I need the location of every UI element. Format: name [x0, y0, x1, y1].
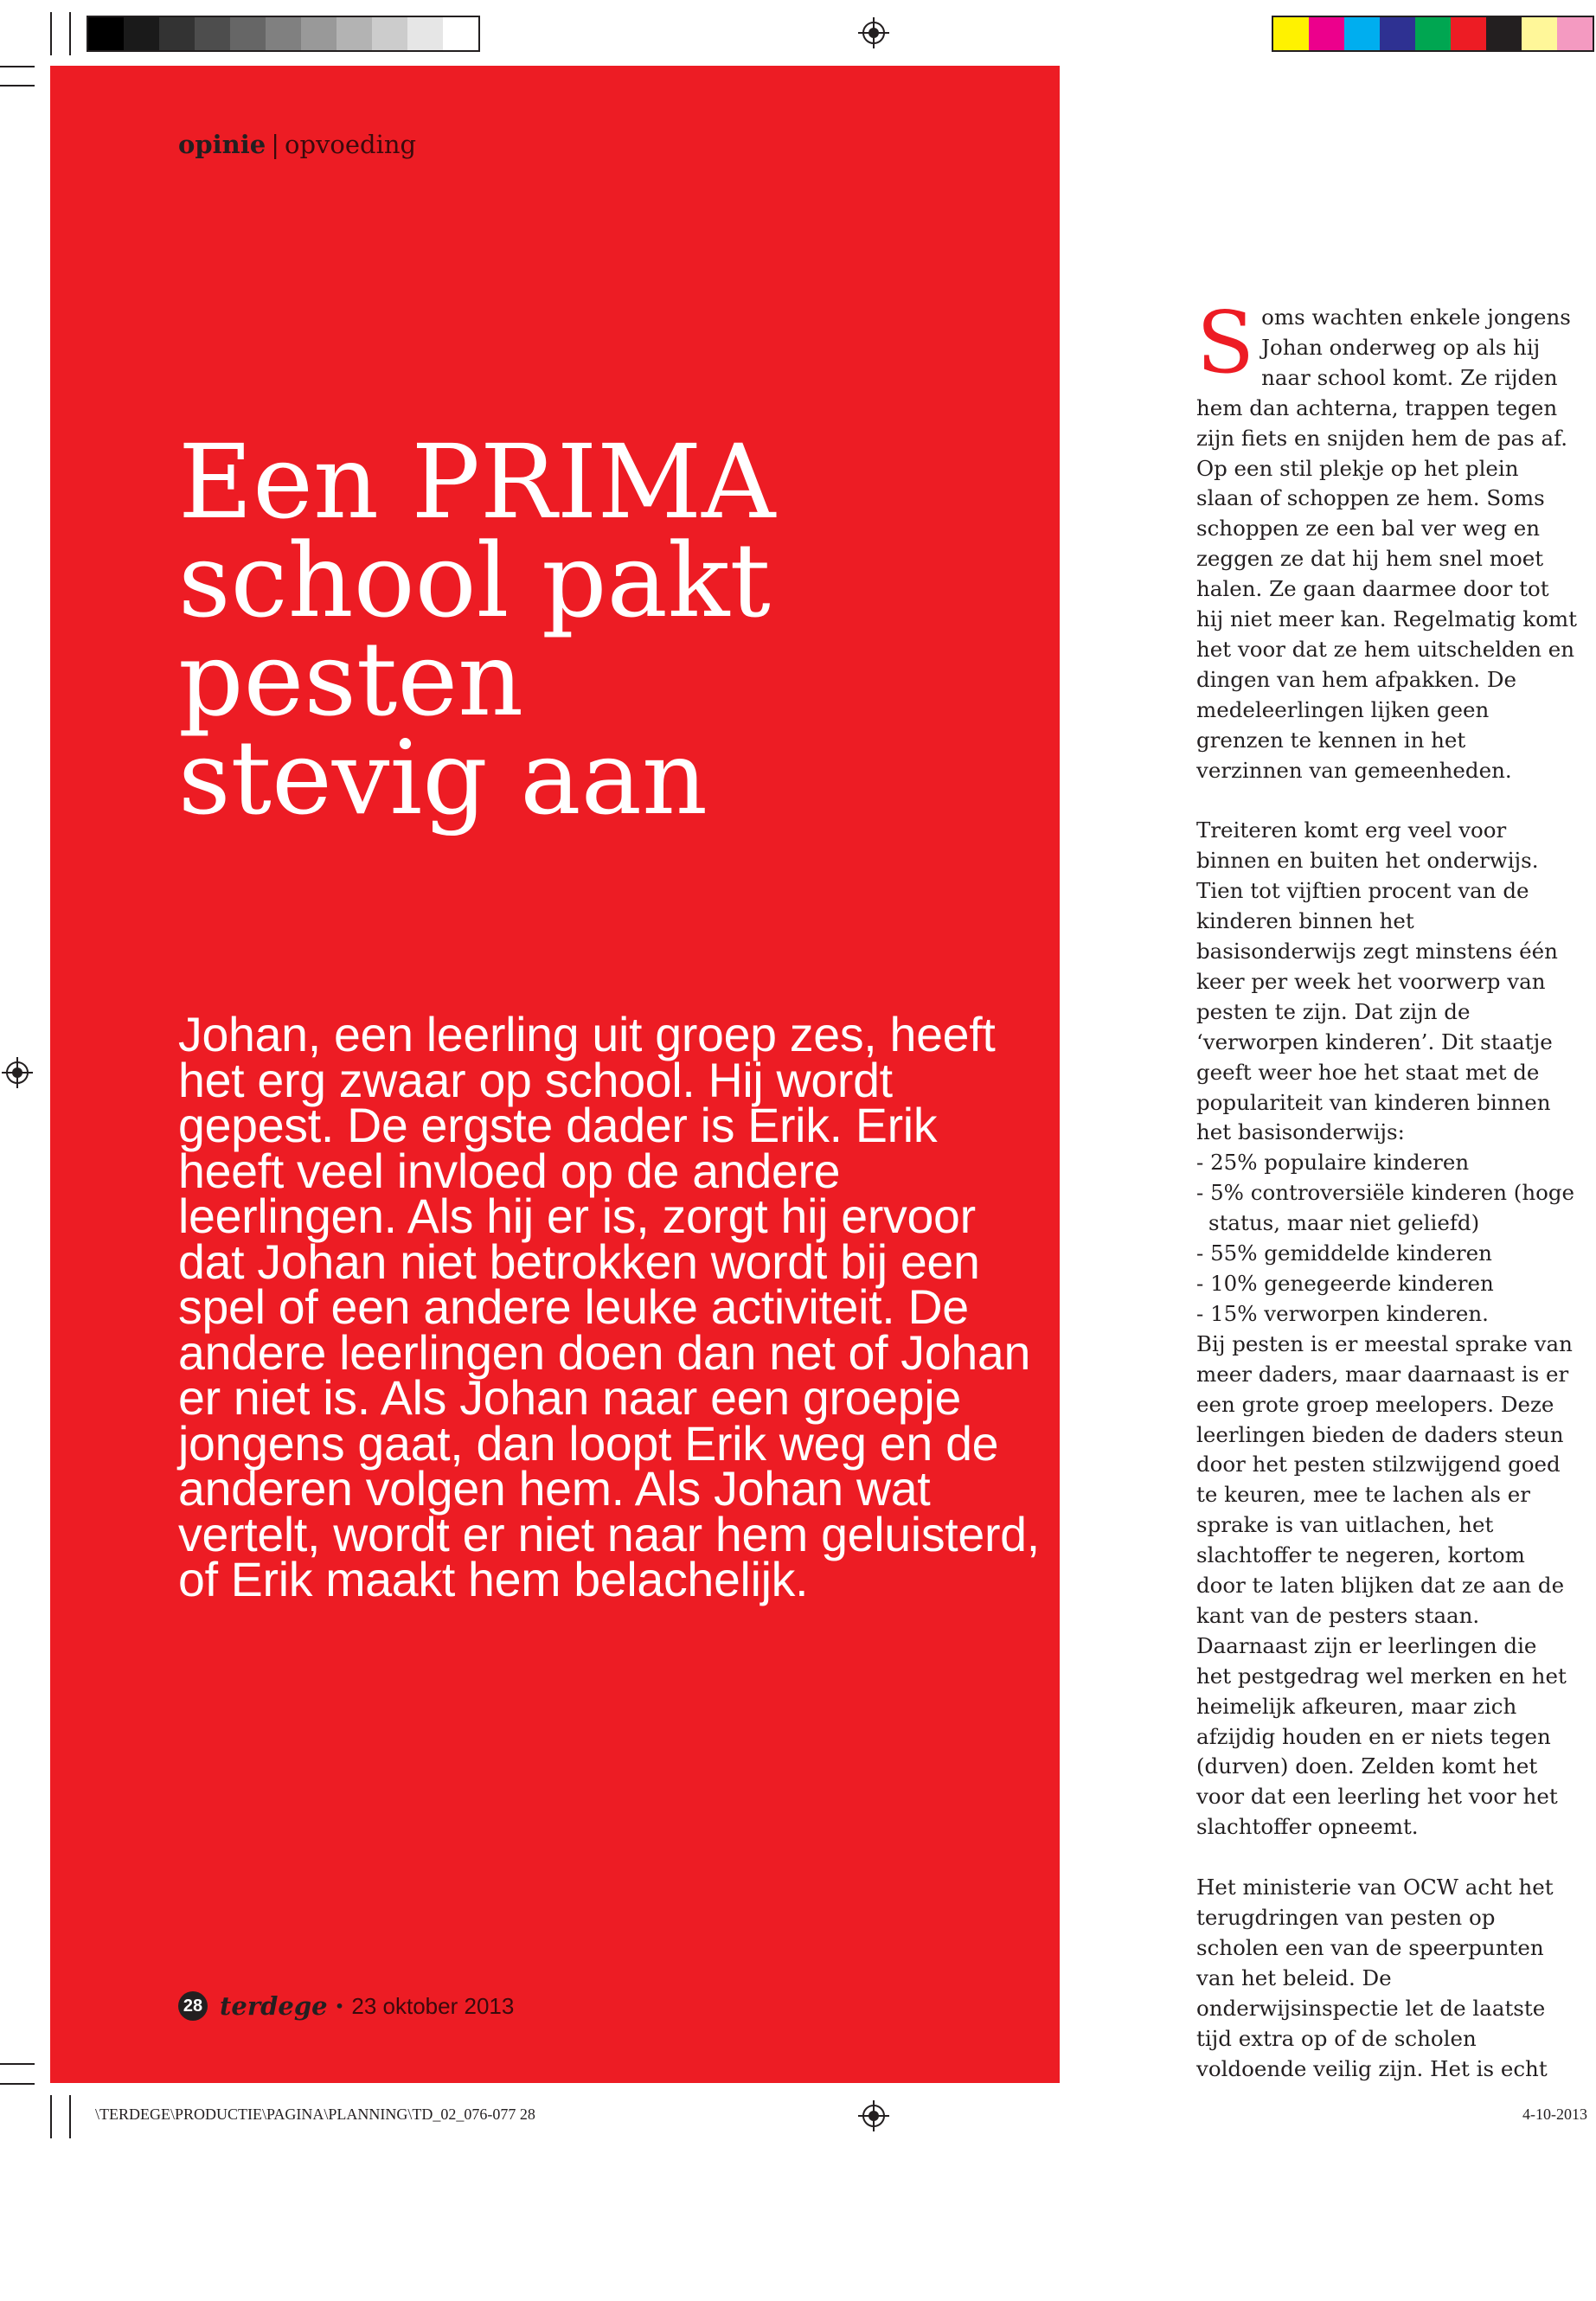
body-paragraph: Treiteren komt erg veel voor binnen en buiten het onderwijs. Tien tot vijftien procent van de kinderen binnen het basisonderwijs zegt minstens één keer per week het voorwerp van pesten te zijn. Dat zijn de ‘verworpen kinderen’. Dit staatje geeft weer hoe het staat met de populariteit van kinderen binnen het basisonderwijs: — [1196, 817, 1558, 1145]
body-paragraph: Bij pesten is er meestal sprake van meer daders, maar daarnaast is er een grote groep meelopers. Deze leerlingen bieden de daders steun door het pesten stilzwijgend goed te keuren, mee te lachen als er sprake is van uitlachen, het slachtoffer te negeren, kortom door te laten blijken dat ze aan de kant van de pesters staan. Daarnaast zijn er leerlingen die het pestgedrag wel merken en het heimelijk afkeuren, maar zich afzijdig houden en er niets tegen (durven) doen. Zelden komt het voor dat een leerling het voor het slachtoffer opneemt. — [1196, 1330, 1573, 1840]
crop-mark — [0, 85, 35, 87]
gray-swatch — [195, 17, 230, 50]
kicker-separator: | — [271, 130, 279, 159]
gray-swatch — [266, 17, 301, 50]
body-paragraph — [1196, 294, 1577, 786]
gray-swatch — [88, 17, 124, 50]
printer-slug-path: \TERDEGE\PRODUCTIE\PAGINA\PLANNING\TD_02_076-077 28 — [95, 2106, 535, 2123]
color-swatch — [1522, 17, 1557, 50]
color-swatch — [1557, 17, 1593, 50]
color-calibration-bar — [1272, 16, 1594, 52]
drop-cap: S — [1196, 294, 1255, 393]
list-item: - 55% gemiddelde kinderen — [1196, 1240, 1492, 1266]
article-headline — [178, 422, 1026, 837]
color-swatch — [1273, 17, 1309, 50]
crop-mark — [69, 2095, 71, 2138]
gray-swatch — [443, 17, 478, 50]
kicker-topic: opvoeding — [284, 130, 417, 159]
color-swatch — [1451, 17, 1486, 50]
headline-line: school pakt — [178, 521, 771, 640]
gray-swatch — [301, 17, 337, 50]
body-paragraph: Het ministerie van OCW acht het terugdringen van pesten op scholen een van de speerpunten van het beleid. De onderwijsinspectie let de laatste tijd extra op of de scholen voldoende veilig zijn. Het is echt — [1196, 1875, 1554, 2081]
color-swatch — [1309, 17, 1344, 50]
list-item: - 5% controversiële kinderen (hoge status, maar niet geliefd) — [1196, 1180, 1575, 1236]
list-item: - 25% populaire kinderen — [1196, 1150, 1470, 1176]
headline-line: stevig aan — [178, 718, 708, 837]
crop-mark — [0, 2083, 35, 2085]
popularity-list — [1196, 1148, 1577, 1329]
crop-mark — [50, 2095, 52, 2138]
crop-mark — [69, 12, 71, 55]
gray-swatch — [230, 17, 266, 50]
headline-line: pesten — [178, 619, 524, 739]
footer-bullet: • — [334, 1996, 345, 2016]
crop-mark — [50, 12, 52, 55]
color-swatch — [1344, 17, 1380, 50]
gray-swatch — [337, 17, 372, 50]
gray-swatch — [124, 17, 159, 50]
registration-mark-icon — [2, 1057, 33, 1088]
issue-date: 23 oktober 2013 — [351, 1992, 515, 2019]
color-swatch — [1380, 17, 1415, 50]
registration-mark-icon — [858, 2100, 889, 2131]
crop-mark — [0, 2063, 35, 2065]
magazine-logo: terdege — [220, 1991, 328, 2021]
gray-swatch — [159, 17, 195, 50]
printer-slug-date: 4-10-2013 — [1522, 2106, 1587, 2123]
kicker-category: opinie — [178, 130, 266, 159]
crop-mark — [0, 66, 35, 67]
gray-swatch — [407, 17, 443, 50]
color-swatch — [1486, 17, 1522, 50]
lead-paragraph: Johan, een leerling uit groep zes, heeft het erg zwaar op school. Hij wordt gepest. De ergste dader is Erik. Erik heeft veel invloed op de andere leerlingen. Als hij er is, zorgt hij ervoor dat Johan niet betrokken wordt bij een spel of een andere leuke activiteit. De andere leerlingen doen dan net of Johan er niet is. Als Johan naar een groepje jongens gaat, dan loopt Erik weg en de anderen volgen hem. Als Johan wat vertelt, wordt er niet naar hem geluisterd, of Erik maakt hem belachelijk. — [178, 1008, 1040, 1606]
color-swatch — [1415, 17, 1451, 50]
body-paragraph-text: oms wachten enkele jongens Johan onderweg op als hij naar school komt. Ze rijden hem dan achterna, trappen tegen zijn fiets en snijden hem de pas af. Op een stil plekje op het plein slaan of schoppen ze hem. Soms schoppen ze een bal ver weg en zeggen ze dat hij hem snel moet halen. Ze gaan daarmee door tot hij niet meer kan. Regelmatig komt het voor dat ze hem uitschelden en dingen van hem afpakken. De medeleerlingen lijken geen grenzen te kennen in het verzinnen van gemeenheden. — [1196, 304, 1577, 783]
section-kicker — [178, 130, 416, 159]
list-item: - 10% genegeerde kinderen — [1196, 1270, 1494, 1296]
registration-mark-icon — [858, 17, 889, 48]
gray-swatch — [372, 17, 407, 50]
list-item: - 15% verworpen kinderen. — [1196, 1300, 1489, 1326]
headline-line: Een PRIMA — [178, 422, 776, 542]
page-number-badge: 28 — [178, 1991, 208, 2021]
body-column — [1196, 294, 1577, 2114]
page-footer — [178, 1991, 514, 2021]
grayscale-calibration-bar — [87, 16, 480, 52]
